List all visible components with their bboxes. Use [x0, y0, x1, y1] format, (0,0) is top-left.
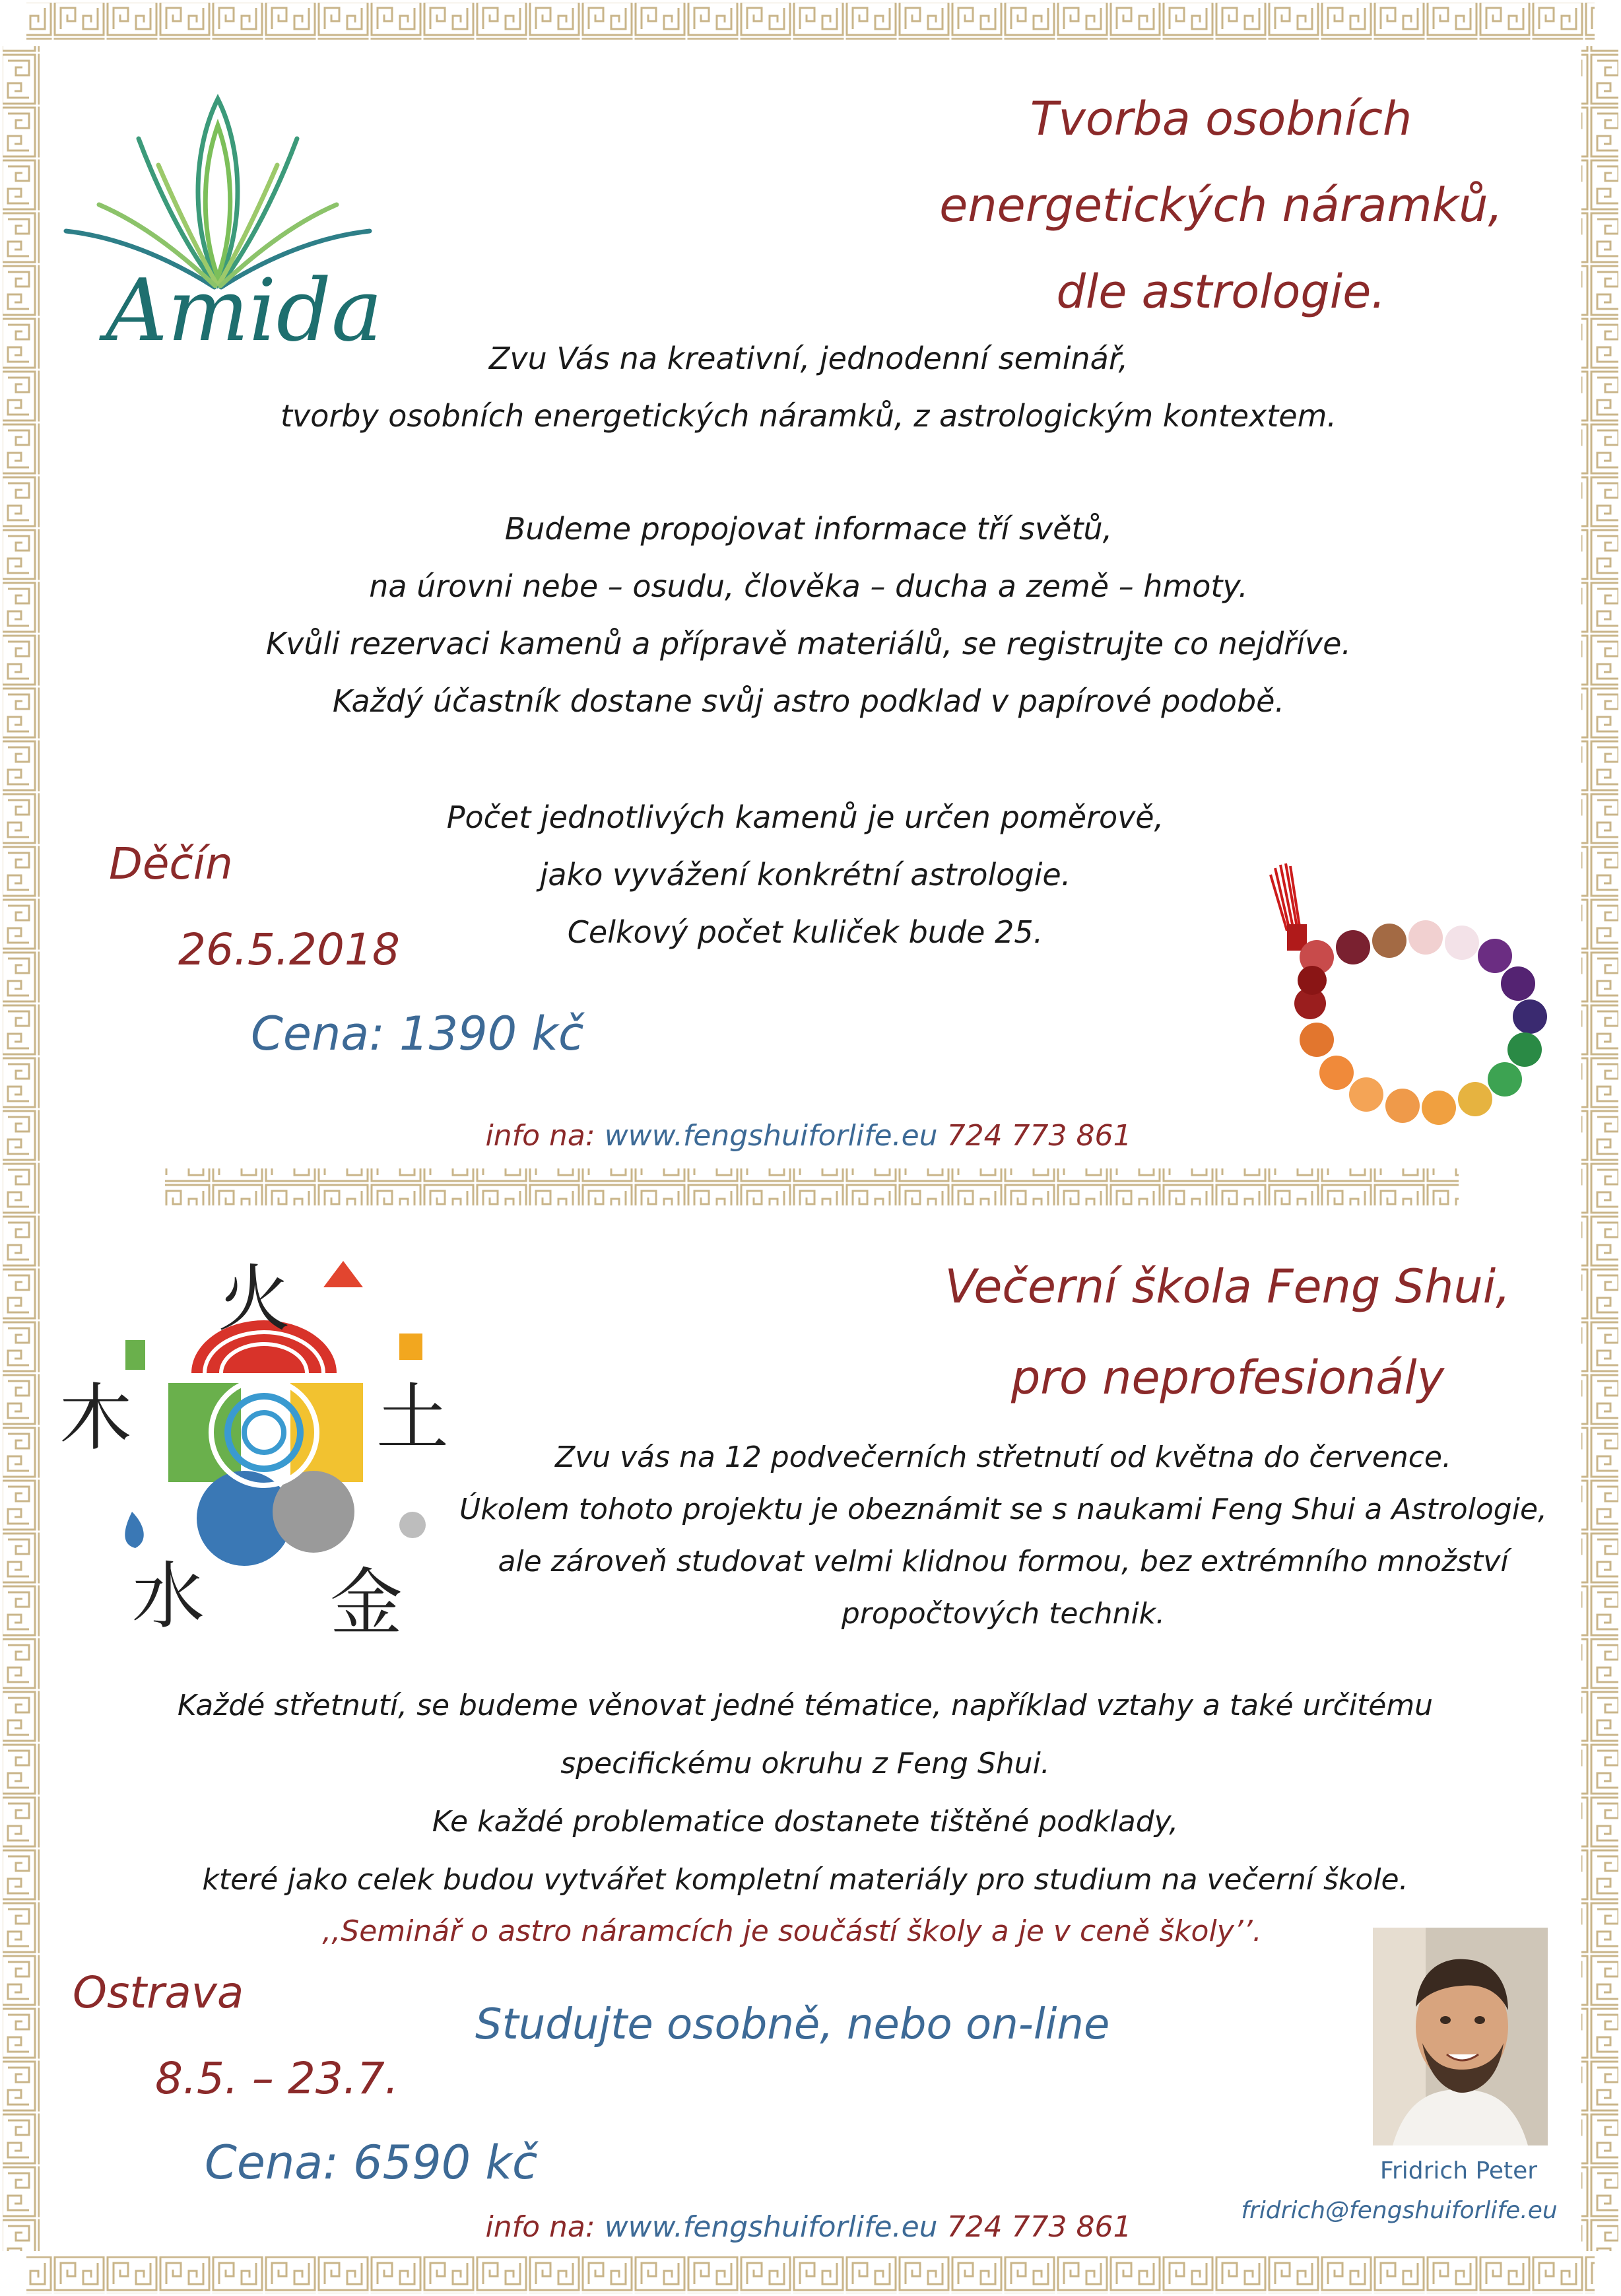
logo-text: Amida: [106, 260, 383, 360]
phone-number: 724 773 861: [946, 1119, 1132, 1153]
section1-intro: [165, 330, 1452, 445]
portrait-image: [1373, 1928, 1548, 2145]
wood-glyph: 木: [59, 1376, 132, 1460]
fire-glyph: 火: [218, 1257, 290, 1341]
section2-title: [878, 1241, 1577, 1423]
text-line: jako vyvážení konkrétní astrologie.: [539, 857, 1071, 893]
section2-paragraph: [53, 1677, 1558, 1909]
website-link[interactable]: www.fengshuiforlife.eu: [604, 2210, 938, 2244]
section2-quote: ,,Seminář o astro náramcích je součástí školy a je v ceně školy’’.: [322, 1914, 1262, 1948]
text-line: Ke každé problematice dostanete tištěné podklady,: [432, 1805, 1179, 1839]
author-email[interactable]: fridrich@fengshuiforlife.eu: [1241, 2197, 1558, 2224]
earth-glyph: 土: [376, 1376, 449, 1460]
section1-paragraph: [165, 500, 1452, 730]
section2-contact: [297, 2210, 1320, 2244]
section2-city: Ostrava: [73, 1967, 244, 2018]
section2-price: Cena: 6590 kč: [205, 2136, 538, 2190]
text-line: které jako celek budou vytvářet kompletní materiály pro studium na večerní škole.: [202, 1863, 1408, 1897]
section2-title-line: Večerní škola Feng Shui,: [944, 1260, 1511, 1314]
section1-price: Cena: 1390 kč: [251, 1007, 584, 1061]
text-line: specifickému okruhu z Feng Shui.: [560, 1747, 1050, 1780]
website-link[interactable]: www.fengshuiforlife.eu: [604, 1119, 938, 1153]
text-line: Budeme propojovat informace tří světů,: [504, 511, 1113, 547]
text-line: Zvu vás na 12 podvečerních střetnutí od května do července.: [555, 1440, 1451, 1474]
section1-title-line: energetických náramků,: [939, 178, 1503, 232]
text-line: ale zároveň studovat velmi klidnou formou, bez extrémního množství: [498, 1545, 1509, 1578]
text-line: Zvu Vás na kreativní, jednodenní seminář,: [488, 341, 1129, 376]
author-name: Fridrich Peter: [1379, 2157, 1538, 2184]
section1-title-line: dle astrologie.: [1056, 265, 1386, 319]
five-elements-symbol: [53, 1215, 449, 1645]
info-label: info na:: [485, 1119, 595, 1153]
amida-logo: [59, 86, 383, 370]
section2-title-line: pro neprofesionály: [1010, 1351, 1445, 1405]
text-line: Každé střetnutí, se budeme věnovat jedné tématice, například vztahy a také určitému: [177, 1689, 1434, 1722]
metal-glyph: 金: [330, 1561, 403, 1645]
phone-number: 724 773 861: [946, 2210, 1132, 2244]
text-line: Každý účastník dostane svůj astro podklad v papírové podobě.: [332, 683, 1285, 719]
text-line: Počet jednotlivých kamenů je určen poměrově,: [446, 799, 1164, 835]
section1-date: 26.5.2018: [178, 924, 400, 975]
text-line: Úkolem tohoto projektu je obeznámit se s naukami Feng Shui a Astrologie,: [459, 1493, 1548, 1526]
text-line: Celkový počet kuliček bude 25.: [567, 914, 1043, 950]
section1-contact: [297, 1119, 1320, 1153]
section2-study-mode: Studujte osobně, nebo on-line: [475, 2000, 1110, 2049]
section1-city: Děčín: [109, 838, 233, 889]
section2-intro: [422, 1431, 1584, 1640]
text-line: tvorby osobních energetických náramků, z astrologickým kontextem.: [280, 398, 1337, 434]
text-line: Kvůli rezervaci kamenů a přípravě materiálů, se registrujte co nejdříve.: [265, 626, 1352, 661]
water-glyph: 水: [132, 1554, 205, 1638]
bracelet-image: [1241, 838, 1571, 1142]
section2-date: 8.5. – 23.7.: [155, 2053, 399, 2104]
text-line: na úrovni nebe – osudu, člověka – ducha a země – hmoty.: [369, 568, 1248, 604]
section1-stones-paragraph: [370, 789, 1241, 961]
section1-title: [891, 76, 1551, 335]
info-label: info na:: [485, 2210, 595, 2244]
author-photo: [1373, 1928, 1548, 2145]
section1-title-line: Tvorba osobních: [1030, 92, 1412, 146]
text-line: propočtových technik.: [841, 1597, 1166, 1631]
